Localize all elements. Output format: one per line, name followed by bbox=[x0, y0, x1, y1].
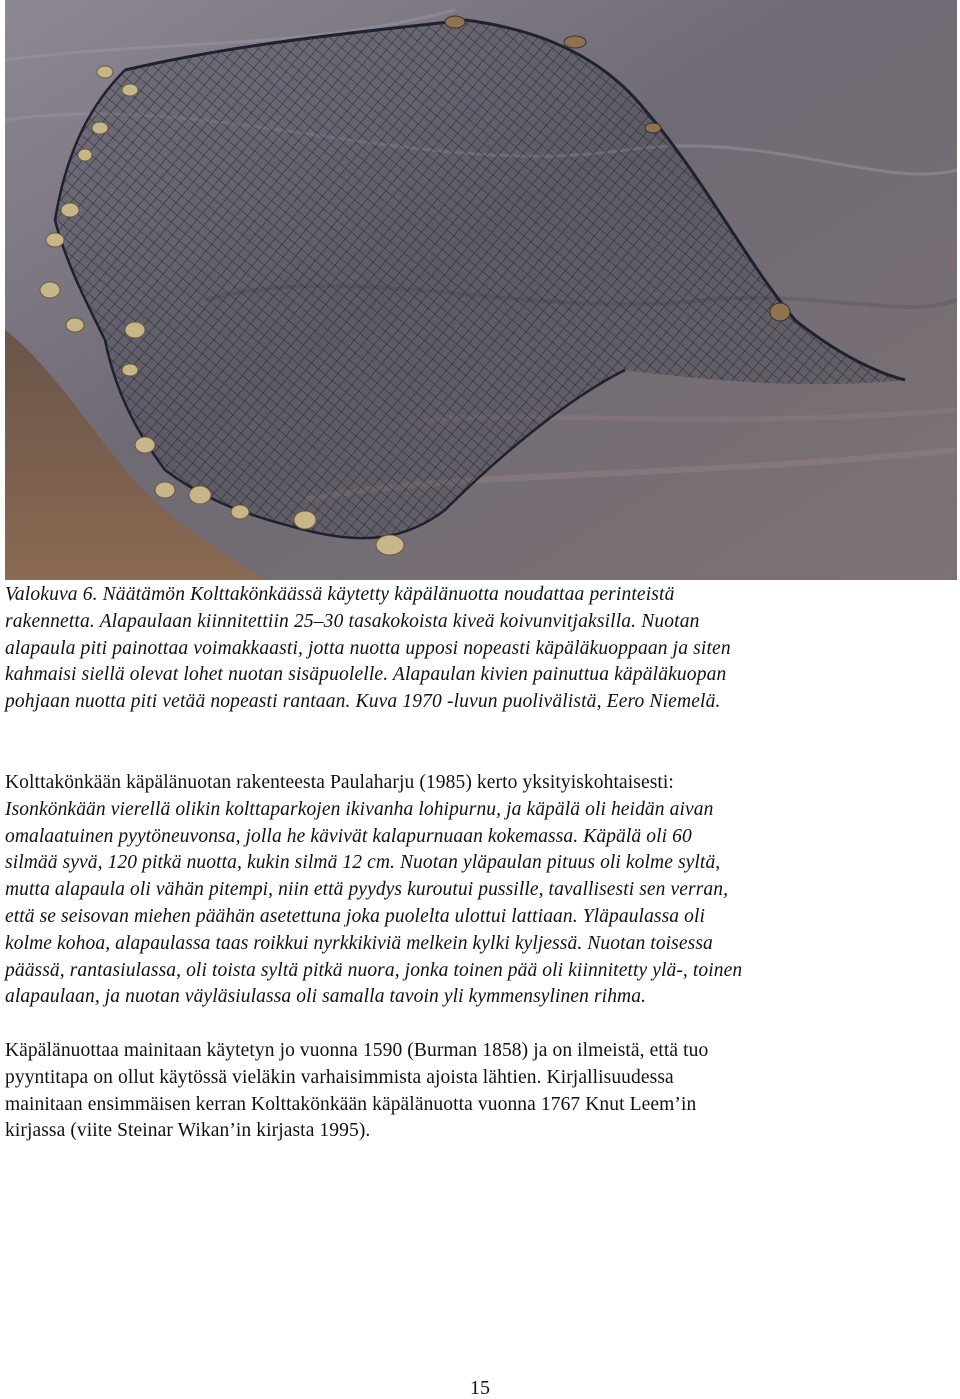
caption-line: Valokuva 6. Näätämön Kolttakönkäässä käytetty käpälänuotta noudattaa perinteistä bbox=[5, 584, 675, 605]
caption-line: alapaula piti painottaa voimakkaasti, jotta nuotta upposi nopeasti käpäläkuoppaan ja siten bbox=[5, 637, 731, 659]
photo-caption bbox=[5, 582, 950, 716]
quote-line: silmää syvä, 120 pitkä nuotta, kukin silmä 12 cm. Nuotan yläpaulan pituus oli kolme syltä, bbox=[5, 852, 721, 874]
paragraph-paulaharju bbox=[5, 770, 950, 1011]
quote-line: että se seisovan miehen päähän asetettuna joka puolelta ulottui lattiaan. Yläpaulassa oli bbox=[5, 905, 706, 927]
quote-line: alapaulaan, ja nuotan väyläsiulassa oli samalla tavoin yli kymmensylinen rihma. bbox=[5, 986, 647, 1008]
paragraph-line: mainitaan ensimmäisen kerran Kolttakönkään käpälänuotta vuonna 1767 Knut Leem’in bbox=[5, 1093, 697, 1115]
page-number: 15 bbox=[470, 1377, 490, 1399]
caption-line: pohjaan nuotta piti vetää nopeasti rantaan. Kuva 1970 -luvun puolivälistä, Eero Niemelä. bbox=[5, 691, 721, 713]
quote-line: kolme kohoa, alapaulassa taas roikkui nyrkkikiviä melkein kylki kyljessä. Nuotan toisessa bbox=[5, 932, 713, 954]
paragraph-line: kirjassa (viite Steinar Wikan’in kirjasta 1995). bbox=[5, 1120, 371, 1142]
caption-line: rakennetta. Alapaulaan kiinnitettiin 25–30 tasakokoista kiveä koivunvitjaksilla. Nuotan bbox=[5, 610, 700, 632]
paragraph-history bbox=[5, 1038, 950, 1145]
quote-line: päässä, rantasiulassa, oli toista syltä pitkä nuora, jonka toinen pää oli kiinnitetty ylä-, toinen bbox=[5, 959, 743, 981]
photograph-fishing-net bbox=[5, 0, 957, 580]
quote-line: mutta alapaula oli vähän pitempi, niin että pyydys kuroutui pussille, tavallisesti sen verran, bbox=[5, 879, 729, 901]
paragraph-line: Käpälänuottaa mainitaan käytetyn jo vuonna 1590 (Burman 1858) ja on ilmeistä, että tuo bbox=[5, 1040, 709, 1061]
paragraph-intro-line: Kolttakönkään käpälänuotan rakenteesta Paulaharju (1985) kerto yksityiskohtaisesti: bbox=[5, 772, 674, 793]
quote-line: omalaatuinen pyytöneuvonsa, jolla he kävivät kalapurnuaan kokemassa. Käpälä oli 60 bbox=[5, 825, 692, 847]
paragraph-line: pyyntitapa on ollut käytössä vieläkin varhaisimmista ajoista lähtien. Kirjallisuudessa bbox=[5, 1066, 674, 1088]
quote-line: Isonkönkään vierellä olikin kolttaparkojen ikivanha lohipurnu, ja käpälä oli heidän aivan bbox=[5, 798, 714, 820]
caption-line: kahmaisi siellä olevat lohet nuotan sisäpuolelle. Alapaulan kivien painuttua käpäläkuopan bbox=[5, 664, 727, 686]
